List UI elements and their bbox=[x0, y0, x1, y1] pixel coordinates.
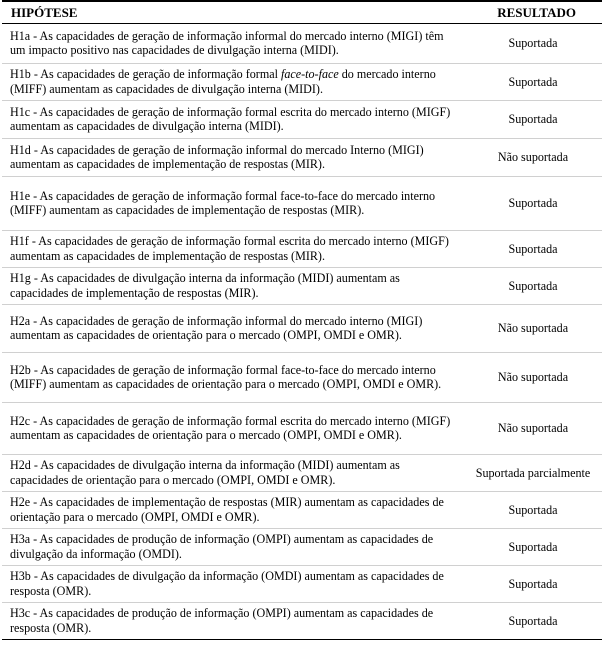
table-row bbox=[2, 268, 602, 305]
table-row bbox=[2, 492, 602, 529]
result-value: Suportada bbox=[464, 268, 602, 305]
hypothesis-text: H1c - As capacidades de geração de informação formal escrita do mercado interno (MIGF) aumentam as capacidades de divulgação interna (MIDI). bbox=[2, 101, 464, 139]
table-row bbox=[2, 139, 602, 177]
table-body bbox=[2, 24, 602, 640]
table-row bbox=[2, 231, 602, 268]
table-row bbox=[2, 24, 602, 64]
result-value: Suportada bbox=[464, 603, 602, 640]
result-value: Suportada bbox=[464, 101, 602, 139]
column-header-hypothesis: HIPÓTESE bbox=[11, 4, 78, 20]
table-header bbox=[2, 1, 602, 24]
hypothesis-text: H3b - As capacidades de divulgação da informação (OMDI) aumentam as capacidades de resposta (OMR). bbox=[2, 566, 464, 603]
result-value: Não suportada bbox=[464, 403, 602, 455]
result-value: Suportada bbox=[464, 64, 602, 101]
hypothesis-text: H1e - As capacidades de geração de informação formal face-to-face do mercado interno (MIFF) aumentam as capacidades de implementação de respostas (MIR). bbox=[2, 177, 464, 231]
hypothesis-text: H1a - As capacidades de geração de informação informal do mercado interno (MIGI) têm um impacto positivo nas capacidades de divulgação interna (MIDI). bbox=[2, 24, 464, 64]
hypothesis-text: H2a - As capacidades de geração de informação informal do mercado interno (MIGI) aumentam as capacidades de orientação para o mercado (OMPI, OMDI e OMR). bbox=[2, 305, 464, 353]
result-value: Suportada bbox=[464, 566, 602, 603]
result-value: Suportada bbox=[464, 529, 602, 566]
hypothesis-text: H3a - As capacidades de produção de informação (OMPI) aumentam as capacidades de divulgação da informação (OMDI). bbox=[2, 529, 464, 566]
result-value: Não suportada bbox=[464, 305, 602, 353]
hypothesis-results-table bbox=[2, 0, 602, 640]
hypothesis-text: H2b - As capacidades de geração de informação formal face-to-face do mercado interno (MIFF) aumentam as capacidades de orientação para o mercado (OMPI, OMDI e OMR). bbox=[2, 353, 464, 403]
header-row bbox=[2, 1, 602, 24]
result-value: Suportada parcialmente bbox=[464, 455, 602, 492]
table-row bbox=[2, 603, 602, 640]
table-row bbox=[2, 455, 602, 492]
result-value: Suportada bbox=[464, 24, 602, 64]
hypothesis-text: H2d - As capacidades de divulgação interna da informação (MIDI) aumentam as capacidades de orientação para o mercado (OMPI, OMDI e OMR). bbox=[2, 455, 464, 492]
column-header-result: RESULTADO bbox=[497, 4, 576, 20]
hypothesis-text: H2e - As capacidades de implementação de respostas (MIR) aumentam as capacidades de orientação para o mercado (OMPI, OMDI e OMR). bbox=[2, 492, 464, 529]
result-value: Suportada bbox=[464, 492, 602, 529]
hypothesis-text: H1g - As capacidades de divulgação interna da informação (MIDI) aumentam as capacidades de implementação de respostas (MIR). bbox=[2, 268, 464, 305]
hypothesis-text: H3c - As capacidades de produção de informação (OMPI) aumentam as capacidades de resposta (OMR). bbox=[2, 603, 464, 640]
table-row bbox=[2, 566, 602, 603]
result-value: Não suportada bbox=[464, 139, 602, 177]
table-row bbox=[2, 353, 602, 403]
result-value: Suportada bbox=[464, 177, 602, 231]
hypothesis-text: H1f - As capacidades de geração de informação formal escrita do mercado interno (MIGF) aumentam as capacidades de implementação de respostas (MIR). bbox=[2, 231, 464, 268]
table-row bbox=[2, 177, 602, 231]
hypothesis-text: H2c - As capacidades de geração de informação formal escrita do mercado interno (MIGF) aumentam as capacidades de orientação para o mercado (OMPI, OMDI e OMR). bbox=[2, 403, 464, 455]
table-row bbox=[2, 403, 602, 455]
result-value: Não suportada bbox=[464, 353, 602, 403]
hypothesis-text-part: H1b - As capacidades de geração de informação formal bbox=[10, 67, 281, 82]
hypothesis-text: H1d - As capacidades de geração de informação informal do mercado Interno (MIGI) aumentam as capacidades de implementação de respostas (MIR). bbox=[2, 139, 464, 177]
table-row bbox=[2, 101, 602, 139]
table-row bbox=[2, 529, 602, 566]
hypothesis-text-italic: face-to-face bbox=[280, 67, 339, 82]
table-row bbox=[2, 64, 602, 101]
hypothesis-text bbox=[2, 64, 464, 101]
hypothesis-text-part: do mercado interno (MIFF) aumentam as capacidades de divulgação interna (MIDI). bbox=[10, 67, 436, 96]
result-value: Suportada bbox=[464, 231, 602, 268]
table-row bbox=[2, 305, 602, 353]
